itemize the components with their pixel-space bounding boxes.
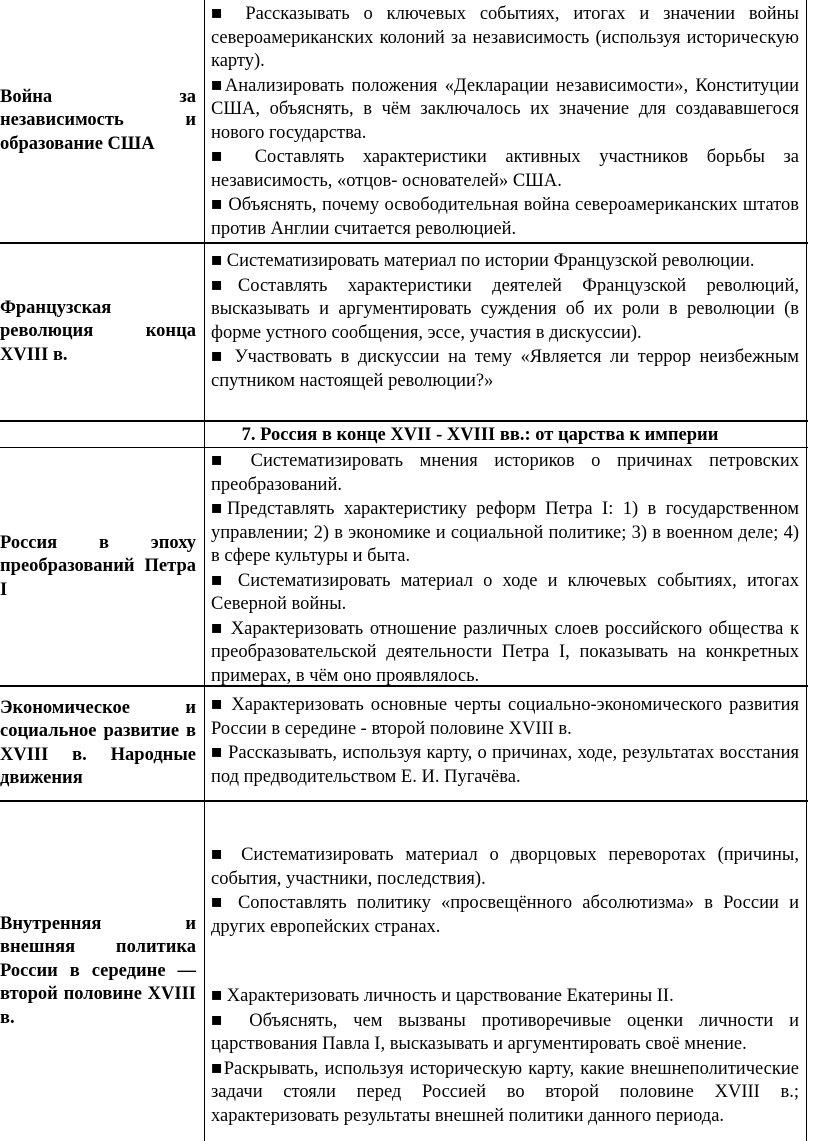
topic-cell <box>0 0 196 242</box>
skill-item: ■ Составлять характеристики активных участников борьбы за независимость, «отцов- основателей» США. <box>211 147 799 191</box>
topic-cell <box>0 687 196 800</box>
skill-item: ■ Систематизировать материал по истории Французской революции. <box>211 251 755 271</box>
skill-item: ■Составлять характеристики деятелей Французской революций, высказывать и аргументировать суждения об их роли в революции (в форме устного сообщения, эссе, участия в дискуссии). <box>211 275 799 343</box>
skills-cell <box>211 250 799 394</box>
skills-cell <box>211 3 799 242</box>
row-divider <box>0 420 808 422</box>
skill-item: ■ Систематизировать материал о дворцовых переворотах (причины, события, участники, последствия). <box>211 845 799 889</box>
skill-item: ■Анализировать положения «Декларации независимости», Конституции США, объяснять, в чём заключалось их значение для создававшегося нового государства. <box>211 75 799 143</box>
right-border <box>806 0 807 1141</box>
topic-title: Экономическое и социальное развитие в XVIII в. Народные движения <box>0 697 196 788</box>
topic-cell <box>0 449 196 685</box>
skill-item: ■ Рассказывать о ключевых событиях, итогах и значении войны североамериканских колоний за независимость (используя историческую карту). <box>211 4 799 71</box>
topic-title: Внутренняя и внешняя политика России в середине — второй половине XVIII в. <box>0 913 196 1028</box>
skill-item: ■ Объяснять, почему освободительная война североамериканских штатов против Англии считается революцией. <box>211 195 799 239</box>
row-divider <box>0 447 808 448</box>
skills-cell <box>211 450 799 689</box>
section-heading: 7. Россия в конце XVII - XVIII вв.: от царства к империи <box>241 425 719 445</box>
skill-item: ■ Систематизировать мнения историков о причинах петровских преобразований. <box>211 451 799 495</box>
topic-cell <box>0 802 196 1141</box>
skill-item: ■ Характеризовать основные черты социально-экономического развития России в середине - второй половине XVIII в. <box>211 695 799 739</box>
skill-item: ■ Объяснять, чем вызваны противоречивые оценки личности и царствования Павла I, высказывать и аргументировать своё мнение. <box>211 1010 799 1054</box>
topic-title: Россия в эпоху преобразований Петра I <box>0 532 196 600</box>
skill-item: ■ Рассказывать, используя карту, о причинах, ходе, результатах восстания под предводительством Е. И. Пугачёва. <box>211 743 799 787</box>
topic-cell <box>0 244 196 420</box>
skills-cell <box>211 844 799 1129</box>
skill-item: ■ Характеризовать личность и царствование Екатерины II. <box>211 986 674 1006</box>
column-divider <box>204 0 205 1141</box>
topic-title: Война за независимость и образование США <box>0 86 196 154</box>
skill-item: ■Раскрывать, используя историческую карту, какие внешнеполитические задачи стояли перед Россией во второй половине XVIII в.; характеризовать результаты внешней политики данного периода. <box>211 1058 799 1126</box>
skill-item: ■ Участвовать в дискуссии на тему «Является ли террор неизбежным спутником настоящей революции?» <box>211 347 799 391</box>
topic-title: Французская революция конца XVIII в. <box>0 297 196 365</box>
skill-item: ■Представлять характеристику реформ Петра I: 1) в государственном управлении; 2) в экономике и социальной политике; 3) в военном деле; 4) в сфере культуры и быта. <box>211 499 799 566</box>
skill-item: ■ Систематизировать материал о ходе и ключевых событиях, итогах Северной войны. <box>211 570 799 614</box>
skills-cell <box>211 694 799 790</box>
skill-item: ■ Характеризовать отношение различных слоев российского общества к преобразовательской деятельности Петра I, показывать на конкретных примерах, в чём оно проявлялось. <box>211 618 799 686</box>
skill-item: ■ Сопоставлять политику «просвещённого абсолютизма» в России и других европейских странах. <box>211 893 799 937</box>
